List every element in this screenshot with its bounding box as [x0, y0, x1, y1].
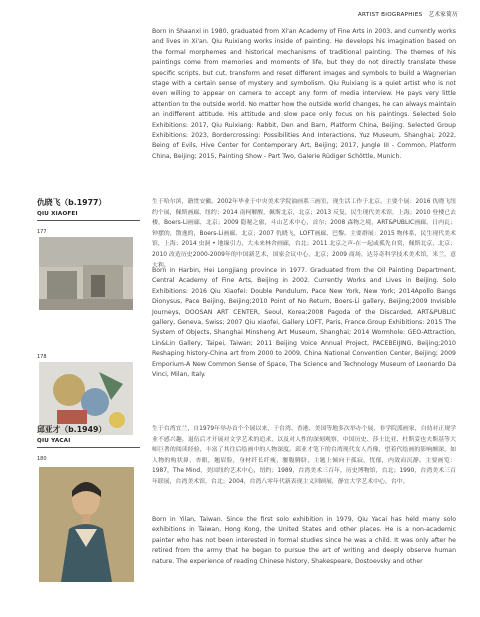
- previous-bio-en: Born in Shaanxi in 1980, graduated from Xi'an Academy of Fine Arts in 2003, and currently works and lives in Xi'an. Qiu Ruixiang works inside of painting. He develops his imagination based on the formal morphemes and historical mechanisms of traditional painting. The themes of his paintings come from memories and moments of life, but they do not directly translate these specific scripts, but cut, transform and reset different images and symbols to build a Wagnerian stage with a certain sense of mystery and symbolism. Qiu Ruixiang is a quiet artist who is not even willing to appear on camera to accept any form of media interview. He pays very little attention to the outside world. No matter how the outside world changes, he can always maintain an indifferent attitude. His attitude and slow pace only focus on his paintings. Selected Solo Exhibitions: 2017, Qiu Ruixiang: Rabbit, Den and Barn, Platform China, Beijing. Selected Group Exhibitions: 2023, Bordercrossing: Possibilities And Interactions, Yuz Museum, Shanghai; 2022, Being of Evils, Hive Center for Contemporary Art, Beijing; 2017, Jungle III - Common, Platform China, Beijing; 2015, Painting Show - Part Two, Galerie Rüdiger Schöttle, Munich.: [152, 28, 456, 160]
- artist-bio-en: Born in Yilan, Taiwan. Since the first solo exhibition in 1979, Qiu Yacai has held many solo exhibitions in Taiwan, Hong Kong, the United States and other places. He is a non-academic painter who has not been interested in formal studies since he was a child. It was only after he retired from the army that he began to pursue the art of writing and deeply observe human nature. The experience of reading Chinese history, Shakespeare, Dostoevsky and other: [152, 516, 456, 565]
- artist-heading: [37, 197, 137, 221]
- page-header: [358, 10, 458, 18]
- header-title-cn: 艺术家简历: [428, 12, 458, 18]
- header-title-en: ARTIST BIOGRAPHIES: [357, 12, 423, 18]
- divider: [37, 447, 140, 448]
- artist-name-cn: 仇晓飞（b.1977）: [37, 198, 107, 207]
- artist-bio-cn: 生于台湾宜兰，自1979年举办首个个展以来，于台湾、香港、美国等地多次举办个展，非学院派画家，自幼对正规学业不感兴趣。退伍后才开展对文学艺术的追求，以及对人性的深刻观察，中国历史、莎士比亚、杜斯妥也夫斯基等大师巨著的阅读经验，丰富了其往后绘画中的人物深度。邱亚才笔下的台湾现代女人肖像，望着代绘画的影响颇深，如人物的构状鼻，杏眼，翘眉脸，身材纤长纤瘦，腰腹腾脐，主题上倾向于孤寂，忧郁，内敛而沉静。主要画览：1987，The Mind，美国纽约艺术中心，纽约；1989，台湾美术三百年，历史博物馆，台北；1990，台湾美术三百年联展，台湾美术馆，台北；2004，台湾八零年代新表现主义回顾展，静宜大学艺术中心，台中。: [152, 426, 456, 485]
- artist-name-cn: 邱亚才（b.1949）: [37, 425, 107, 434]
- artist-name-en: QIU YACAI: [37, 438, 71, 444]
- plate-number: 178: [37, 354, 47, 360]
- artwork-thumbnail: [39, 467, 134, 582]
- artist-heading: [37, 424, 137, 448]
- plate-number: 177: [37, 229, 47, 235]
- artwork-thumbnail: [39, 237, 133, 310]
- artwork-image: [39, 237, 133, 310]
- artist-bio-en: Born in Harbin, Hei Longjiang province in 1977. Graduated from the Oil Painting Department, Central Academy of Fine Arts, Beijing in 2002. Currently Works and Lives in Beijing. Solo Exhibitions: 2016 Qiu Xiaofei: Double Pendulum, Pace New York, New York; 2014Apollo Bangs Dionysus, Pace Beijing, Beijing;2010 Point of No Return, Boers-Li gallery, Beijing;2009 Invisible Journeys, DOOSAN ART CENTER, Seoul, Korea;2008 Pagoda of the Discarded, ART&PUBLIC gallery, Geneva, Swiss; 2007 Qiu xiaofei, Gallery LOFT, Paris, France.Group Exhibitions: 2015 The System of Objects, Shanghai Minsheng Art Museum, Shanghai; 2014 Wormhole: GEO-Attraction, Lin&Lin Gallery, Taipei, Taiwan; 2011 Beijing Voice Annual Project, PACEBEIJING, Beijing;2010 Reshaping history-China art from 2000 to 2009, China National Convention Center, Beijing; 2009 Emporium-A New Common Sense of Space, The Science and Technology Museum of Leonardo Da Vinci, Milan, Italy.: [152, 267, 456, 379]
- divider: [37, 220, 140, 221]
- artist-bio-cn: 生于哈尔滨，籍贯安徽。2002年毕业于中央美术学院油画系三画室，现生活工作于北京。主要个展：2016 仇晓飞纽约个展，佩斯画廊，纽约；2014 南柯解醒，佩斯北京，北京；2013 反复，民生现代美术馆，上海；2010 登楼已去楼，Boers-Li画廊，北京；2009 隐秘之旅，斗山艺术中心，首尔；2008 森物之境，ART&PUBLIC画廊，日内瓦；钟摆的，散逸的，Boers-Li画廊，北京；2007 仇晓飞，LOFT画廊，巴黎。主要群展：2015 物体系，民生现代美术馆，上海；2014 虫洞 • 地缘引力，大未来林舍画廊，台北；2011 北京之声-在一起或孤先自赏，佩斯北京，北京；2010 改造历史2000-2009年的中国新艺术，国家会议中心，北京；2009 商场，达芬奇科学技术美术馆，米兰，意大利。: [152, 199, 456, 269]
- plate-number: 180: [37, 456, 47, 462]
- artwork-image: [39, 467, 134, 582]
- artist-name-en: QIU XIAOFEI: [37, 211, 78, 217]
